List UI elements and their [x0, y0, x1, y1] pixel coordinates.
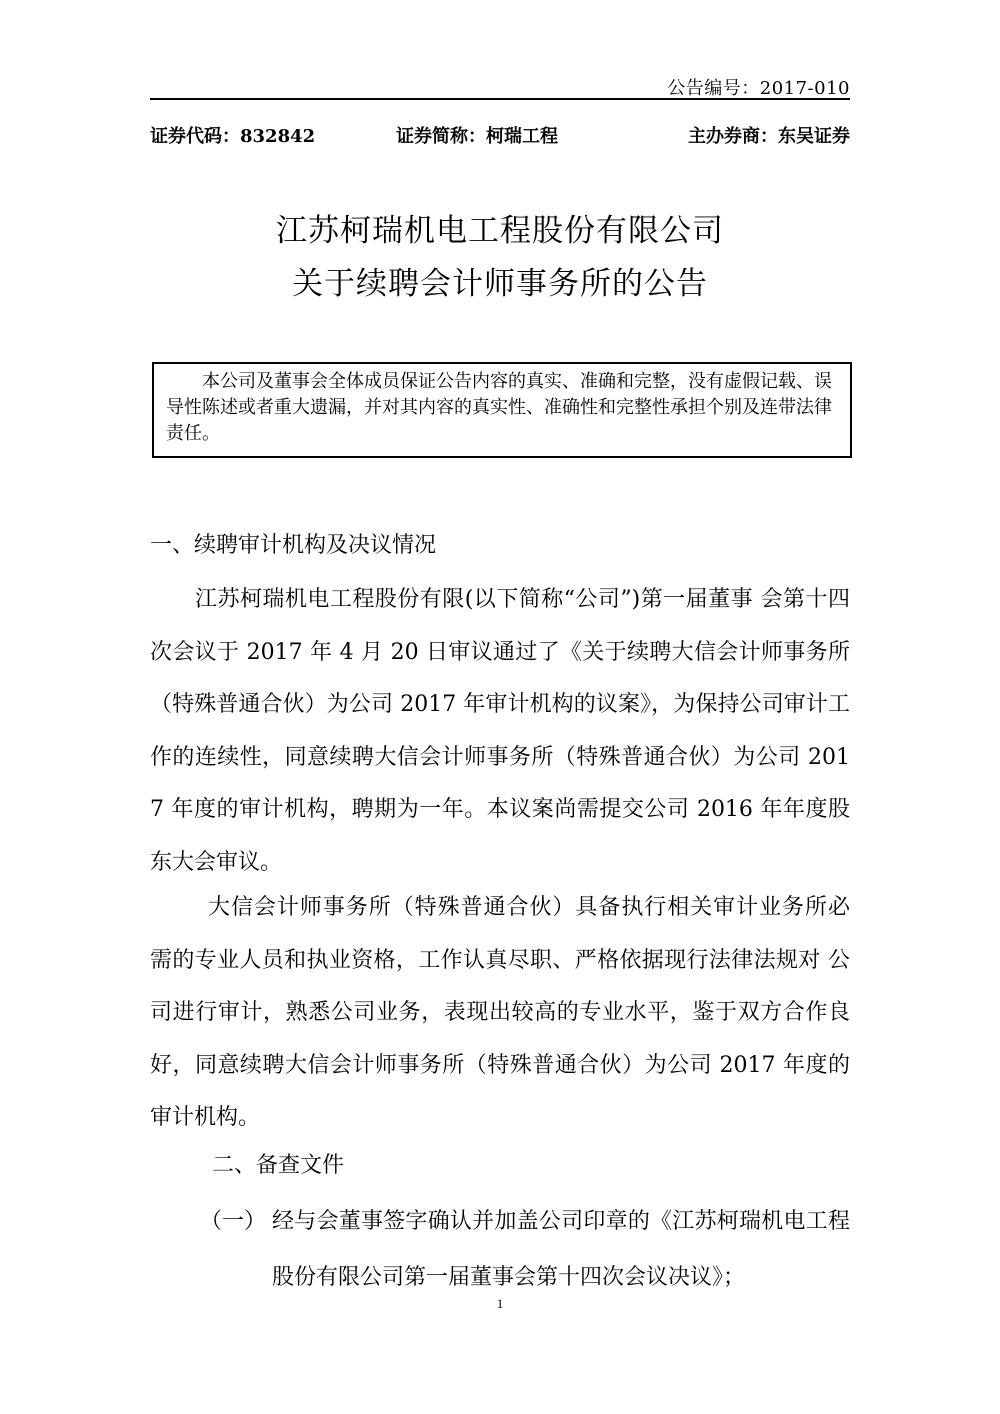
section-heading-2: 二、备查文件 [212, 1153, 345, 1178]
company-title: 江苏柯瑞机电工程股份有限公司 [276, 213, 724, 249]
announcement-title: 关于续聘会计师事务所的公告 [292, 266, 708, 302]
page-number: 1 [496, 1296, 504, 1311]
paragraph-1: 江苏柯瑞机电工程股份有限(以下简称“公司”)第一届董事 会第十四次会议于 2017 年 4 月 20 日审议通过了《关于续聘大信会计师事务所（特殊普通合伙）为公司 2017 年审计机构的议案》，为保持公司审计工作的连续性，同意续聘大信会计师事务所（特殊普通合伙）为公司 2017 年度的审计机构，聘期为一年。本议案尚需提交公司 2016 年年度股东大会审议。 [150, 587, 850, 875]
disclaimer-box: 本公司及董事会全体成员保证公告内容的真实、准确和完整，没有虚假记载、误导性陈述或者重大遗漏，并对其内容的真实性、准确性和完整性承担个别及连带法律责任。 [152, 362, 852, 458]
announcement-number: 公告编号：2017-010 [667, 78, 850, 99]
security-code: 证券代码：832842 [150, 126, 316, 147]
sponsor-broker: 主办券商：东吴证券 [688, 126, 850, 147]
section-heading-1: 一、续聘审计机构及决议情况 [150, 533, 437, 558]
security-short-name: 证券简称：柯瑞工程 [396, 126, 558, 147]
header-rule [150, 98, 850, 100]
list-marker: （一） [200, 1209, 267, 1234]
paragraph-2: 大信会计师事务所（特殊普通合伙）具备执行相关审计业务所必 需的专业人员和执业资格，工作认真尽职、严格依据现行法律法规对 公司进行审计，熟悉公司业务，表现出较高的专业水平，鉴于双方合作良好，同意续聘大信会计师事务所（特殊普通合伙）为公司 2017 年度的审计机构。 [150, 895, 850, 1130]
list-item-text: 经与会董事签字确认并加盖公司印章的《江苏柯瑞机电工程股份有限公司第一届董事会第十四次会议决议》； [272, 1209, 850, 1290]
